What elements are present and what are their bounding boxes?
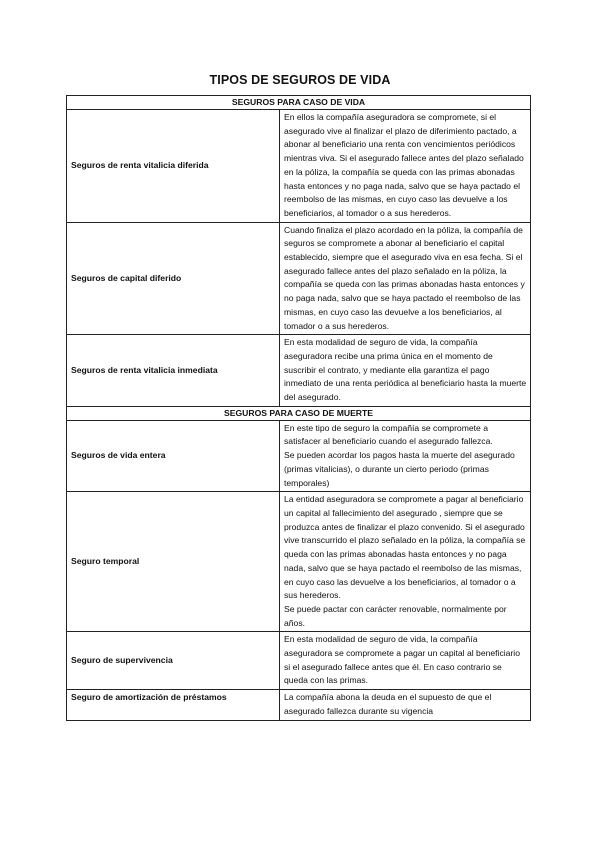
insurance-type-description (280, 420, 531, 492)
insurance-type-description (280, 492, 531, 632)
insurance-type-description (280, 335, 531, 407)
description-paragraph: Se puede pactar con carácter renovable, normalmente por años. (284, 603, 507, 628)
table-row (67, 492, 531, 632)
insurance-type-name: Seguros de capital diferido (67, 222, 280, 335)
insurance-type-description (280, 690, 531, 720)
section-heading-vida: SEGUROS PARA CASO DE VIDA (67, 96, 531, 110)
table-row (67, 632, 531, 690)
table-row (67, 222, 531, 335)
insurance-type-name: Seguros de renta vitalicia inmediata (67, 335, 280, 407)
insurance-type-description (280, 222, 531, 335)
insurance-type-name: Seguros de vida entera (67, 420, 280, 492)
description-paragraph: En este tipo de seguro la compañía se compromete a satisfacer al beneficiario cuando el asegurado fallezca. (284, 422, 493, 447)
table-row (67, 690, 531, 720)
insurance-type-description (280, 110, 531, 223)
section-header-row (67, 96, 531, 110)
insurance-type-name: Seguros de renta vitalicia diferida (67, 110, 280, 223)
table-row (67, 110, 531, 223)
description-paragraph: La compañía abona la deuda en el supuesto de que el asegurado fallezca durante su vigencia (284, 692, 492, 716)
description-paragraph: En esta modalidad de seguro de vida, la compañía aseguradora se compromete a pagar un capital al beneficiario si el asegurado fallece antes que él. En caso contrario se queda con las primas. (284, 634, 520, 686)
table-row (67, 420, 531, 492)
description-paragraph: En ellos la compañía aseguradora se compromete, si el asegurado vive al finalizar el plazo de diferimiento pactado, a abonar al beneficiario una renta con vencimientos periódicos mientras viva. Si el asegurado fallece antes del plazo señalado en la póliza, la compañía se queda con las primas abonadas hasta entonces y no paga nada, salvo que se haya pactado el reembolso de las mismas, en cuyo caso las devuelve a los beneficiarios, al tomador o a sus herederos. (284, 112, 524, 218)
section-header-row (67, 406, 531, 420)
table-row (67, 335, 531, 407)
description-paragraph: Se pueden acordar los pagos hasta la muerte del asegurado (primas vitalicias), o durante un cierto periodo (primas temporales) (284, 450, 515, 488)
description-paragraph: En esta modalidad de seguro de vida, la compañía aseguradora recibe una prima única en el momento de suscribir el contrato, y mediante ella garantiza el pago inmediato de una renta periódica al beneficiario hasta la muerte del asegurado. (284, 337, 527, 403)
insurance-types-table (66, 95, 531, 721)
insurance-type-name: Seguro de amortización de préstamos (67, 690, 280, 720)
insurance-type-name: Seguro temporal (67, 492, 280, 632)
insurance-type-description (280, 632, 531, 690)
insurance-type-name: Seguro de supervivencia (67, 632, 280, 690)
description-paragraph: Cuando finaliza el plazo acordado en la póliza, la compañía de seguros se compromete a abonar al beneficiario el capital establecido, siempre que el asegurado viva en esa fecha. Si el asegurado fallece antes del plazo señalado en la póliza, la compañía se queda con las primas abonadas hasta entonces y no paga nada, salvo que se haya pactado el reembolso de las mismas, en cuyo caso las devuelve a los beneficiarios, al tomador o a sus herederos. (284, 224, 525, 331)
document-title: TIPOS DE SEGUROS DE VIDA (209, 73, 391, 87)
section-heading-muerte: SEGUROS PARA CASO DE MUERTE (67, 406, 531, 420)
description-paragraph: La entidad aseguradora se compromete a pagar al beneficiario un capital al fallecimiento del asegurado , siempre que se produzca antes de finalizar el plazo convenido. Si el asegurado vive transcurrido el plazo señalado en la póliza, la compañía se queda con las primas abonadas hasta entonces y no paga nada, salvo que se haya pactado el reembolso de las mismas, en cuyo caso las devuelve a los beneficiarios, al tomador o a sus herederos. (284, 494, 526, 601)
